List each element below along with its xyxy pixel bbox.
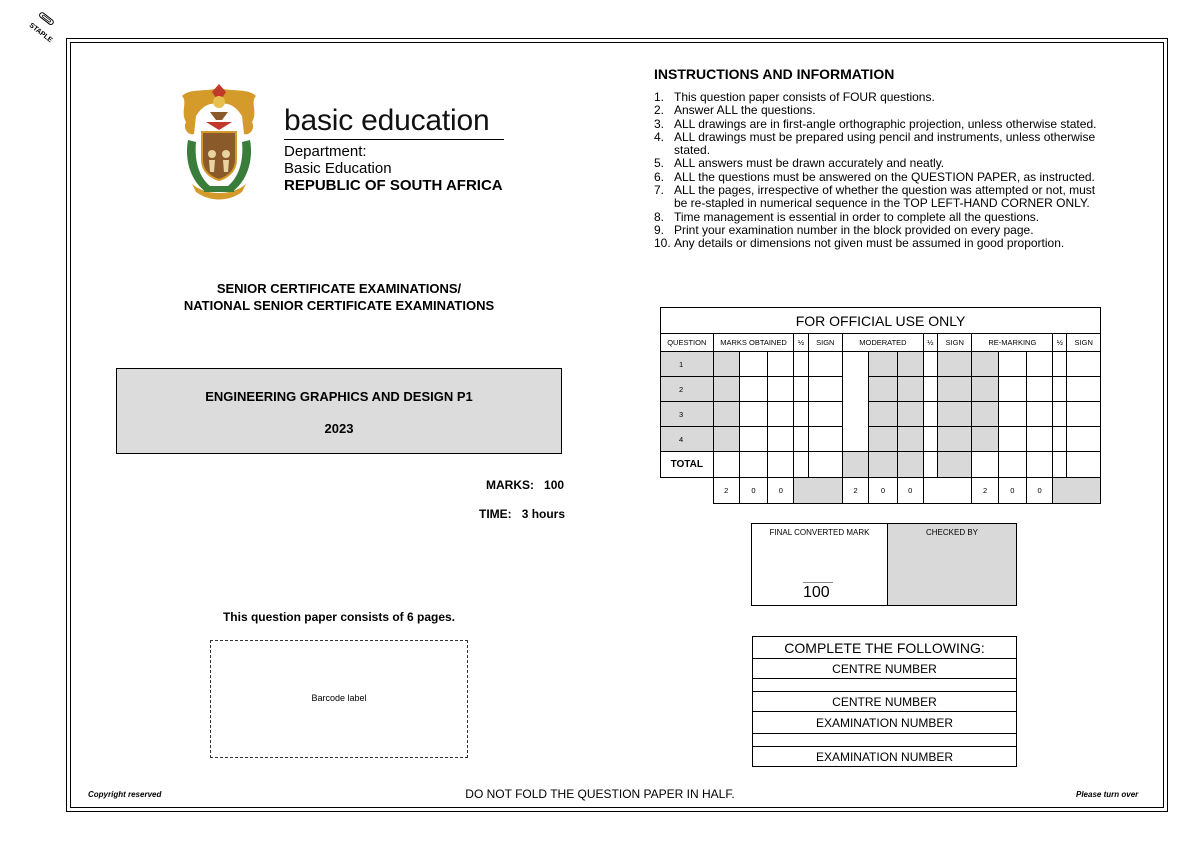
brand-country: REPUBLIC OF SOUTH AFRICA — [284, 177, 503, 194]
barcode-label-text: Barcode label — [311, 693, 367, 703]
total-out-of-row — [661, 478, 1101, 504]
exam-title-line2: NATIONAL SENIOR CERTIFICATE EXAMINATIONS — [183, 298, 495, 313]
checked-by-cell[interactable] — [888, 524, 1017, 606]
time-line — [479, 507, 565, 521]
brand-department: Department: — [284, 143, 367, 160]
total-digit: 2 — [842, 478, 868, 504]
instruction-item: 4. ALL drawings must be prepared using pencil and instruments, unless otherwise stated. — [654, 129, 1096, 158]
col-sign: SIGN — [938, 334, 972, 352]
final-mark-denominator: 100 — [803, 584, 830, 601]
staple-label: STAPLE — [27, 22, 54, 45]
total-digit: 2 — [972, 478, 998, 504]
marks-value: 100 — [544, 478, 565, 492]
final-mark-fraction-line — [803, 582, 833, 583]
col-moderated: MODERATED — [842, 334, 923, 352]
brand-divider — [284, 139, 504, 140]
total-digit: 0 — [768, 478, 794, 504]
total-digit: 0 — [869, 478, 897, 504]
complete-heading: COMPLETE THE FOLLOWING: — [753, 637, 1017, 659]
barcode-label-box — [210, 640, 468, 758]
instructions-heading: INSTRUCTIONS AND INFORMATION — [654, 66, 895, 82]
col-question: QUESTION — [661, 334, 714, 352]
final-mark-table — [751, 523, 1017, 606]
official-use-table — [660, 307, 1101, 504]
marks-line — [486, 478, 564, 492]
table-row — [661, 427, 1101, 452]
time-label: TIME: — [479, 507, 512, 521]
col-sign: SIGN — [808, 334, 842, 352]
question-number: 1 — [661, 352, 714, 377]
exam-number-label: EXAMINATION NUMBER — [753, 712, 1017, 734]
total-digit: 2 — [713, 478, 739, 504]
col-remarking: RE-MARKING — [972, 334, 1053, 352]
total-digit: 0 — [739, 478, 767, 504]
centre-number-label: CENTRE NUMBER — [753, 659, 1017, 679]
instruction-item: 6. ALL the questions must be answered on the QUESTION PAPER, as instructed. — [654, 169, 1095, 184]
exam-number-label-repeat: EXAMINATION NUMBER — [753, 747, 1017, 767]
exam-title — [116, 280, 562, 314]
question-number: 3 — [661, 402, 714, 427]
col-half: ½ — [1053, 334, 1067, 352]
total-row — [661, 452, 1101, 478]
copyright-note: Copyright reserved — [88, 790, 162, 799]
instruction-item: 7. ALL the pages, irrespective of whether the question was attempted or not, must be re-stapled in numerical sequence in the TOP LEFT-HAND CORNER ONLY. — [654, 183, 1096, 211]
turn-over-note: Please turn over — [1076, 790, 1139, 799]
instructions-list — [654, 91, 1104, 251]
col-half: ½ — [794, 334, 808, 352]
exam-year: 2023 — [324, 421, 354, 436]
instruction-item: 8. Time management is essential in order to complete all the questions. — [654, 209, 1040, 224]
col-sign: SIGN — [1067, 334, 1101, 352]
subject-box — [116, 368, 562, 454]
coat-of-arms-logo — [176, 82, 262, 200]
table-row — [661, 402, 1101, 427]
final-converted-mark-label: FINAL CONVERTED MARK — [769, 528, 870, 537]
complete-following-table — [752, 636, 1017, 767]
brand-subdepartment: Basic Education — [284, 160, 392, 177]
instruction-item: 3. ALL drawings are in first-angle orthographic projection, unless otherwise stated. — [654, 116, 1097, 131]
total-digit: 0 — [998, 478, 1026, 504]
official-use-heading: FOR OFFICIAL USE ONLY — [661, 308, 1101, 334]
instruction-item: 5. ALL answers must be drawn accurately and neatly. — [654, 156, 945, 171]
instruction-item: 10. Any details or dimensions not given must be assumed in good proportion. — [654, 236, 1065, 251]
instruction-item: 2. Answer ALL the questions. — [654, 103, 816, 118]
exam-number-field[interactable] — [753, 734, 1017, 747]
total-digit: 0 — [1026, 478, 1052, 504]
no-fold-notice: DO NOT FOLD THE QUESTION PAPER IN HALF. — [465, 787, 735, 801]
question-number: 2 — [661, 377, 714, 402]
time-value: 3 hours — [521, 507, 566, 521]
question-number: 4 — [661, 427, 714, 452]
total-digit: 0 — [897, 478, 923, 504]
table-row — [661, 377, 1101, 402]
pages-note: This question paper consists of 6 pages. — [222, 610, 456, 624]
exam-title-line1: SENIOR CERTIFICATE EXAMINATIONS/ — [216, 281, 462, 296]
centre-number-field[interactable] — [753, 679, 1017, 692]
centre-number-label-repeat: CENTRE NUMBER — [753, 692, 1017, 712]
instruction-item: 9. Print your examination number in the block provided on every page. — [654, 222, 1034, 237]
col-half: ½ — [923, 334, 937, 352]
brand-name: basic education — [284, 104, 490, 137]
col-marks-obtained: MARKS OBTAINED — [713, 334, 794, 352]
marks-label: MARKS: — [486, 478, 534, 492]
table-row — [661, 352, 1101, 377]
subject-name: ENGINEERING GRAPHICS AND DESIGN P1 — [205, 389, 473, 404]
total-label: TOTAL — [661, 452, 714, 478]
instruction-item: 1. This question paper consists of FOUR questions. — [654, 90, 935, 104]
checked-by-label: CHECKED BY — [925, 528, 978, 537]
